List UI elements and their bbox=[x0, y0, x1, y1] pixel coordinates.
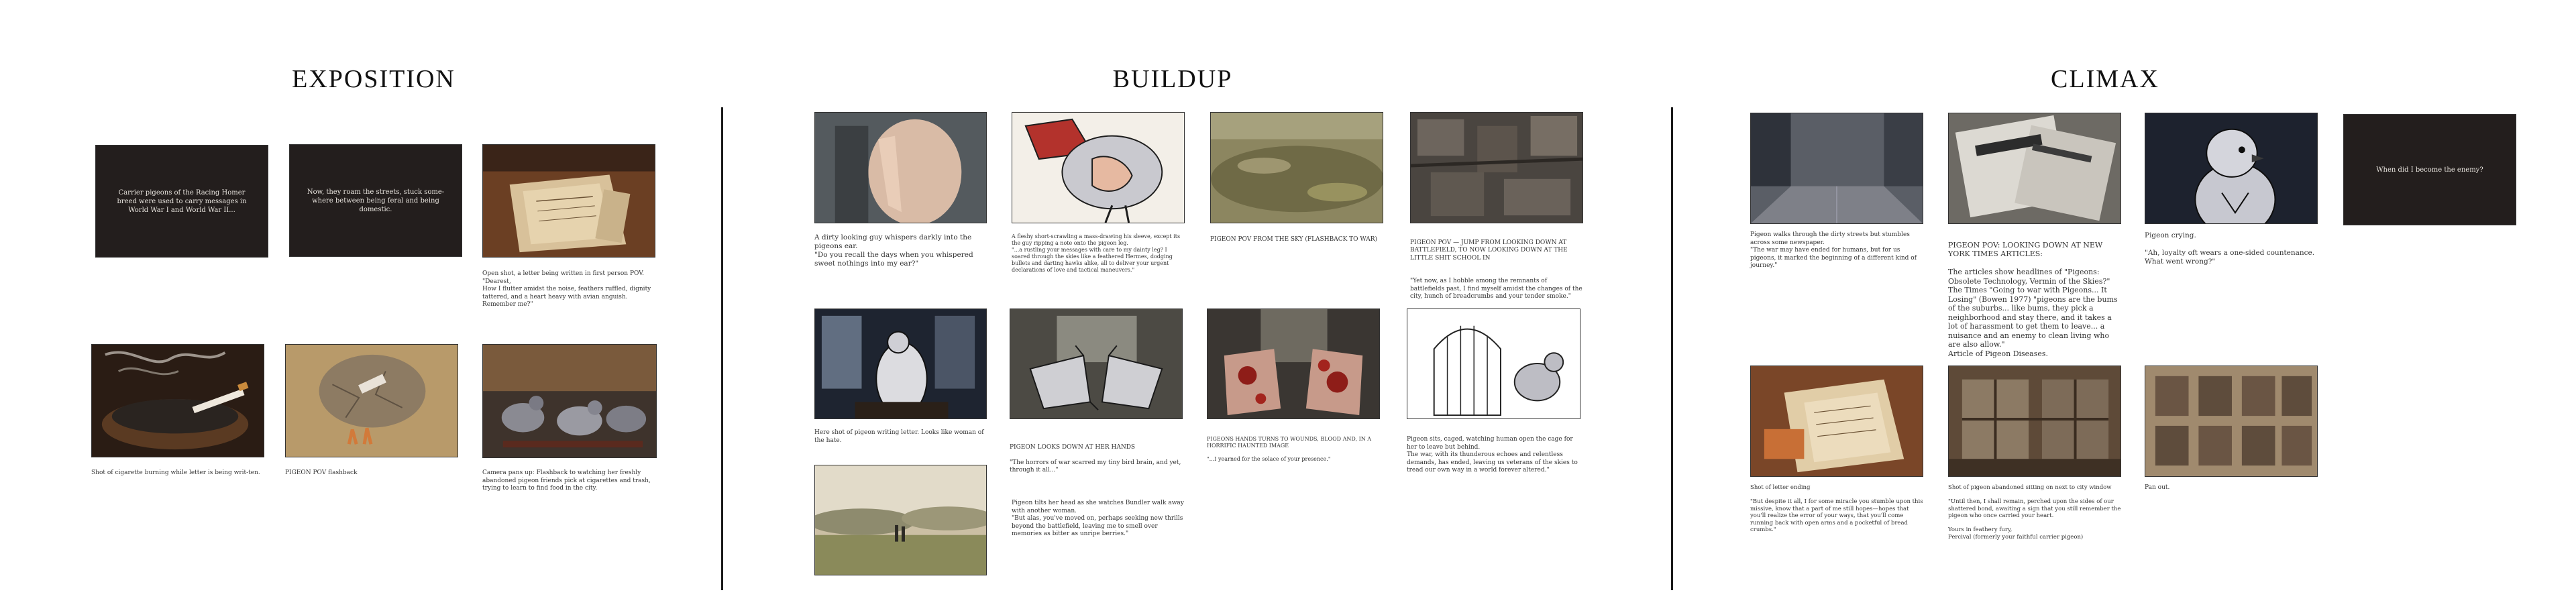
storyboard-panel-walk-away bbox=[814, 465, 987, 575]
caption-letter-ending: Shot of letter ending "But despite it all, I for some miracle you stumble upon this missive, know that a part of me still hopes—hopes that you'll realize the error of your ways, that you'll come running back with open arms and a pocketful of bread crumbs." bbox=[1750, 484, 1923, 533]
caption-walk-away: Pigeon tilts her head as she watches Bundler walk away with another woman. "But alas, you've moved on, perhaps seeking new thrills beyond the battlefield, leaving me to smell over memories as bitter as unripe berries." bbox=[1012, 500, 1184, 537]
storyboard-panel-bloody-hands bbox=[1207, 309, 1380, 419]
storyboard-panel-letter-ending bbox=[1750, 366, 1923, 477]
caption-caged-pigeon: Pigeon sits, caged, watching human open the cage for her to leave but behind. The war, with its thunderous echoes and relentless demands, has ended, leaving us veterans of the skies to tread our own way in a world forever altered." bbox=[1407, 436, 1578, 473]
storyboard-panel-note-to-leg bbox=[1012, 112, 1185, 223]
caption-pigeon-writing: Here shot of pigeon writing letter. Looks like woman of the hate. bbox=[814, 429, 984, 444]
section-title-climax: CLIMAX bbox=[2051, 65, 2159, 93]
caption-body: "The horrors of war scarred my tiny bird brain, and yet, through it all..." bbox=[1010, 459, 1181, 473]
caption-newspapers bbox=[1948, 231, 2121, 358]
caption-sky-pov: PIGEON POV FROM THE SKY (FLASHBACK TO WAR) bbox=[1210, 236, 1377, 243]
storyboard-panel-battlefield-city bbox=[1410, 112, 1583, 223]
card-text: Now, they roam the streets, stuck some-where between being feral and being domestic. bbox=[307, 188, 445, 213]
storyboard-panel-pigeon-writing bbox=[814, 309, 987, 419]
section-title-buildup: BUILDUP bbox=[1112, 65, 1233, 93]
caption-body: "...I yearned for the solace of your presence." bbox=[1207, 456, 1331, 462]
storyboard-panel-pigeon-hands bbox=[1010, 309, 1183, 419]
caption-pigeon-hands bbox=[1010, 436, 1183, 475]
card-text: When did I become the enemy? bbox=[2376, 166, 2483, 174]
caption-cigarette: Shot of cigarette burning while letter is being writ-ten. bbox=[91, 469, 260, 476]
storyboard-panel-cigarette bbox=[91, 344, 264, 457]
storyboard-panel-dirty-street bbox=[1750, 113, 1923, 224]
caption-pan-out: Pan out. bbox=[2145, 484, 2170, 491]
storyboard-panel-newspapers bbox=[1948, 113, 2121, 224]
caption-letter-writing: Open shot, a letter being written in first person POV. "Dearest, How I flutter amidst the noise, feathers ruffled, dignity tattered, and a heart heavy with avian anguish. Remember me?" bbox=[482, 270, 651, 308]
storyboard-panel-city-window bbox=[1948, 366, 2121, 477]
storyboard-card-enemy bbox=[2343, 114, 2516, 225]
caption-heading: PIGEON POV — JUMP FROM LOOKING DOWN AT BATTLEFIELD, TO NOW LOOKING DOWN AT THE LITTLE SHIT SCHOOL IN bbox=[1410, 239, 1568, 262]
storyboard-panel-pigeons-trash bbox=[482, 344, 657, 458]
storyboard-panel-pan-out bbox=[2145, 366, 2318, 477]
caption-flashback-pov: PIGEON POV flashback bbox=[285, 469, 358, 476]
section-divider-right bbox=[1671, 107, 1673, 590]
caption-body: The articles show headlines of "Pigeons: Obsolete Technology, Vermin of the Skies?" The Times "Going to war with Pigeons... It Losing" (Bowen 1977) "pigeons are the bums of the suburbs... like bums, they pick a neighborhood and stay there, and it takes a lot of harassment to get them to leave... a nuisance and an enemy to clean living who are also allow." Article of Pigeon Diseases. bbox=[1948, 268, 2118, 358]
section-divider-left bbox=[721, 107, 723, 590]
storyboard-card-carrier-pigeons bbox=[95, 145, 268, 258]
caption-city-window: Shot of pigeon abandoned sitting on next to city window "Until then, I shall remain, perched upon the sides of our shattered bond, awaiting a sign that you still remember the pigeon who once carried your heart. Yours in feathery fury, Percival (formerly your faithful carrier pigeon) bbox=[1948, 484, 2121, 541]
caption-note-to-leg: A fleshy short-scrawling a mass-drawing his sleeve, except its the guy ripping a note onto the pigeon leg. "...a rustling your messages with care to my dainty leg? I soared through the skies like a feathered Hermes, dodging bullets and darting hawks alike, all to deliver your urgent declarations of love and tactical maneuvers." bbox=[1012, 233, 1181, 273]
storyboard-panel-pigeon-crying bbox=[2145, 113, 2318, 224]
card-text: Carrier pigeons of the Racing Homer breed were used to carry messages in World War I and World War II... bbox=[117, 188, 247, 214]
caption-heading: PIGEON LOOKS DOWN AT HER HANDS bbox=[1010, 443, 1136, 451]
caption-heading: PIGEONS HANDS TURNS TO WOUNDS, BLOOD AND, IN A HORRIFIC HAUNTED IMAGE bbox=[1207, 436, 1372, 449]
storyboard-panel-whisper bbox=[814, 112, 987, 223]
storyboard-panel-caged-pigeon bbox=[1407, 309, 1580, 419]
caption-whisper: A dirty looking guy whispers darkly into the pigeons ear. "Do you recall the days when you whispered sweet nothings into my ear?" bbox=[814, 233, 973, 268]
storyboard-panel-sky-pov bbox=[1210, 112, 1383, 223]
caption-battlefield-city bbox=[1410, 231, 1583, 301]
storyboard-card-now-they-roam bbox=[289, 144, 462, 257]
caption-dirty-street: Pigeon walks through the dirty streets but stumbles across some newspaper. "The war may have ended for humans, but for us pigeons, it marked the beginning of a different kind of journey." bbox=[1750, 231, 1917, 269]
caption-pigeon-crying: Pigeon crying. "Ah, loyalty oft wears a one-sided countenance. What went wrong?" bbox=[2145, 231, 2315, 266]
caption-pigeons-trash: Camera pans up: Flashback to watching her freshly abandoned pigeon friends pick at cigarettes and trash, trying to learn to find food in the city. bbox=[482, 469, 651, 492]
caption-bloody-hands bbox=[1207, 429, 1380, 463]
caption-heading: PIGEON POV: LOOKING DOWN AT NEW YORK TIMES ARTICLES: bbox=[1948, 240, 2103, 258]
caption-body: "Yet now, as I hobble among the remnants of battlefields past, I find myself amidst the changes of the city, hunch of breadcrumbs and your tender smoke." bbox=[1410, 278, 1582, 300]
storyboard-panel-flashback-pov bbox=[285, 344, 458, 457]
section-title-exposition: EXPOSITION bbox=[292, 65, 455, 93]
storyboard-panel-letter-writing bbox=[482, 144, 655, 258]
